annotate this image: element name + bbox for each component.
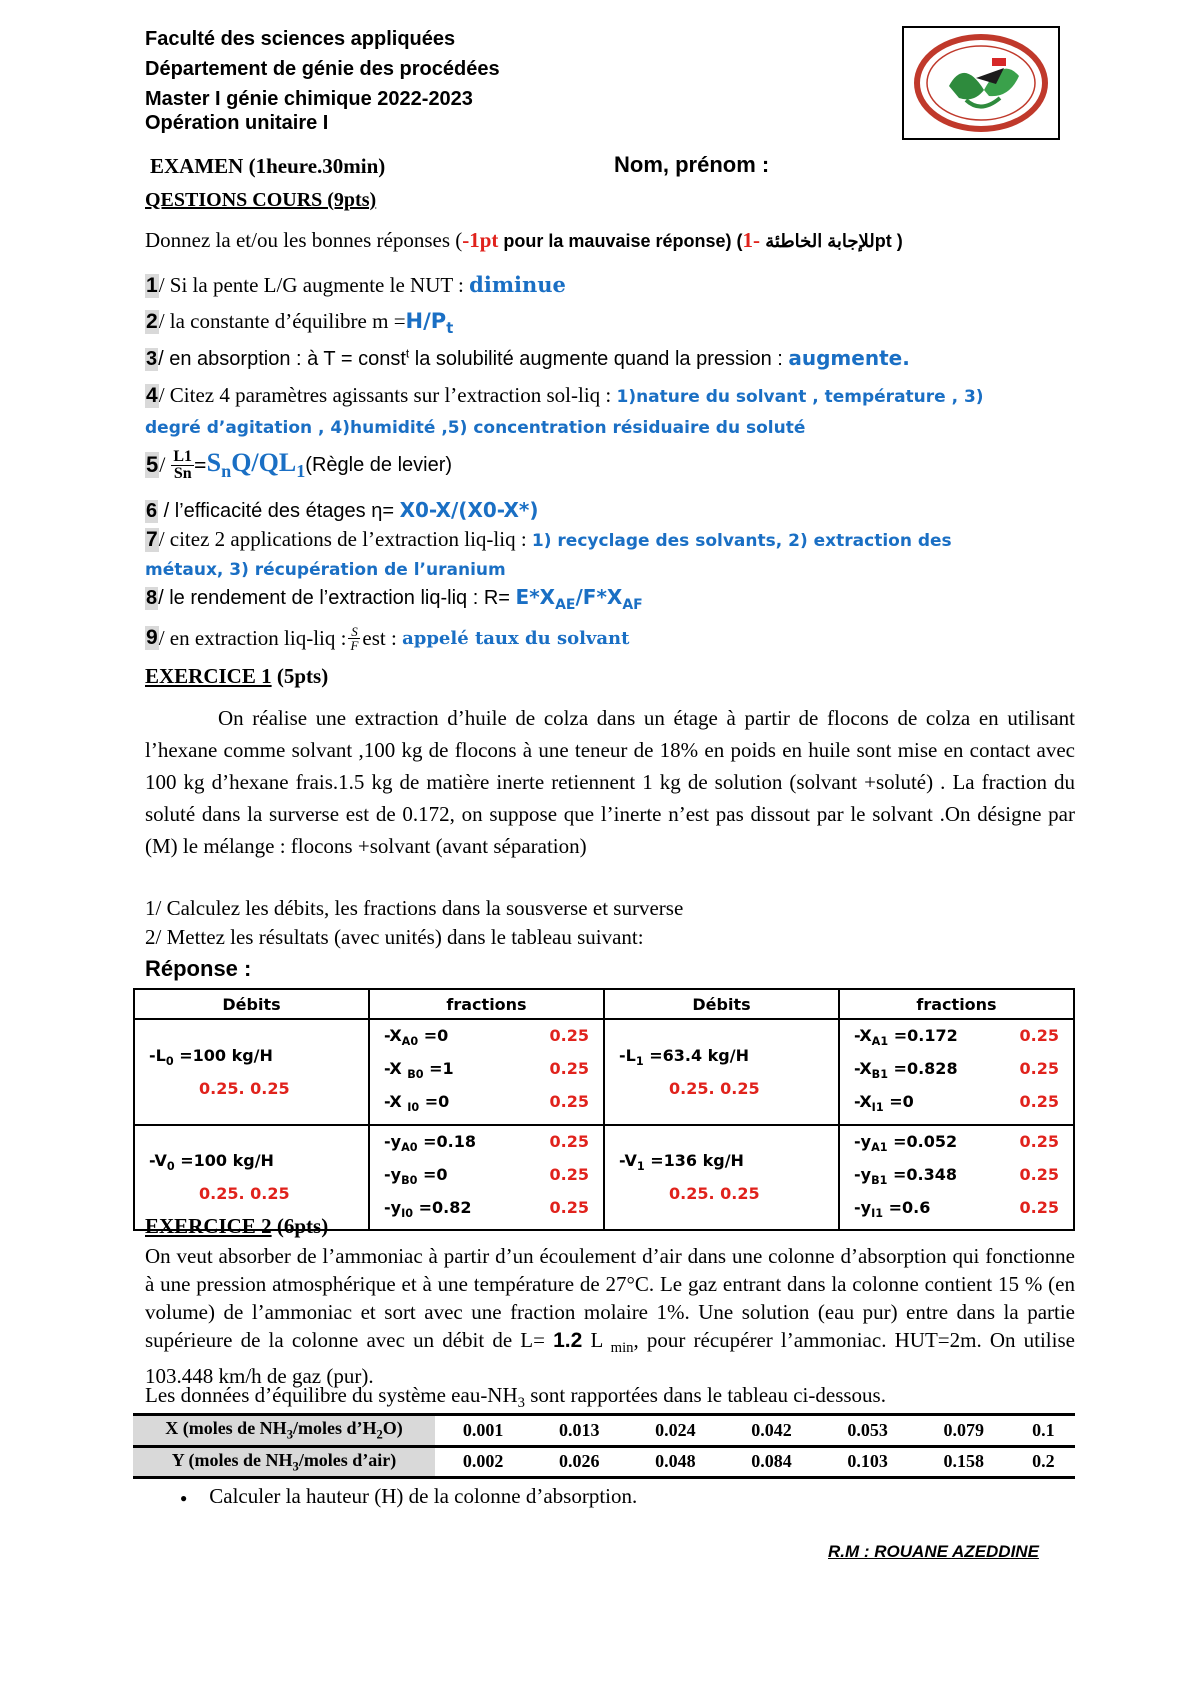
table-row-y: [133, 1446, 1075, 1478]
question-6: 6 / l’efficacité des étages η= X0-X/(X0-X*): [146, 498, 539, 522]
results-table: [133, 988, 1075, 1231]
y-value: 0.103: [820, 1446, 916, 1478]
x-value: 0.053: [820, 1415, 916, 1447]
course-line: Opération unitaire I: [145, 112, 329, 134]
exercise-2-title: EXERCICE 2 (6pts): [145, 1214, 329, 1238]
university-seal-icon: [904, 28, 1058, 138]
exercise-1-paragraph: On réalise une extraction d’huile de colza dans un étage à partir de flocons de colza en utilisant l’hexane comme solvant ,100 kg de flocons à une teneur de 18% en poids en huile sont mise en contact avec 100 kg d’hexane frais.1.5 kg de matière inerte retiennent 1 kg de solution (solvant +soluté) . La fraction du soluté dans la surverse est de 0.172, on suppose que l’inerte n’est pas dissout par le solvant .On désigne par (M) le mélange : flocons +solvant (avant séparation): [145, 706, 1075, 858]
name-label: Nom, prénom :: [614, 152, 770, 177]
question-3: 3/ en absorption : à T = const$^t$ la solubilité augmente quand la pression : augmente.: [146, 346, 910, 370]
x-value: 0.079: [916, 1415, 1012, 1447]
x-value: 0.1: [1012, 1415, 1075, 1447]
question-4-answer-cont: degré d’agitation , 4)humidité ,5) concentration résiduaire du soluté: [145, 418, 806, 438]
y-label: Y (moles de $NH_3$/moles d’air): [133, 1446, 435, 1478]
x-value: 0.042: [723, 1415, 819, 1447]
exercise-2-paragraph: On veut absorber de l’ammoniac à partir d’un écoulement d’air dans une colonne d’absorption qui fonctionne à une pression atmosphérique et à une température de 27°C. Le gaz entrant dans la colonne contient 15 % (en volume) de l’ammoniac et sort avec une fraction molaire 1%. Une solution (eau pur) entre dans la partie supérieure de la colonne avec un débit de L= 1.2 L $_{min}$, pour récupérer l’ammoniac. HUT=2m. On utilise 103.448 km/h de gaz (pur).: [145, 1244, 1075, 1389]
question-7: 7/ citez 2 applications de l’extraction liq-liq : 1) recyclage des solvants, 2) extraction des: [146, 527, 952, 551]
table-row-x: [133, 1415, 1075, 1447]
y-value: 0.158: [916, 1446, 1012, 1478]
question-9: 9 / en extraction liq-liq : $\frac{S}{F}$ est : appelé taux du solvant: [146, 623, 630, 653]
cell-v0: $-V_0 =100$ kg/H 0.25. 0.25: [134, 1125, 369, 1231]
question-8: 8/ le rendement de l’extraction liq-liq : $R= E*X_{AE}/F*X_{AF}$: [146, 585, 643, 613]
header-debits-1: Débits: [134, 989, 369, 1019]
header-debits-2: Débits: [604, 989, 839, 1019]
cell-v1: $-V_1 =136$ kg/H 0.25. 0.25: [604, 1125, 839, 1231]
question-7-answer-cont: métaux, 3) récupération de l’uranium: [145, 560, 506, 580]
question-1: 1/ Si la pente L/G augmente le NUT : diminue: [146, 272, 566, 297]
exercise-1-question-2: 2/ Mettez les résultats (avec unités) dans le tableau suivant:: [145, 925, 644, 949]
y-value: 0.2: [1012, 1446, 1075, 1478]
cell-y1-fractions: $-y_{A1} =0.052$ 0.25 $-y_{B1} =0.348$ 0.25 $-y_{I1} =0.6$ 0.25: [839, 1125, 1074, 1231]
master-line: Master I génie chimique 2022-2023: [145, 88, 473, 110]
question-5: 5 / $\frac{L1}{Sn}$ = $S_nQ/QL_1$ (Règle de levier): [146, 447, 453, 482]
table-header-row: [134, 989, 1074, 1019]
y-value: 0.048: [627, 1446, 723, 1478]
instructions: Donnez la et/ou les bonnes réponses (-1pt pour la mauvaise réponse) (1- للإجابة الخاطئةpt ): [145, 228, 903, 252]
question-2: 2/ la constante d’équilibre $m =H/P_t$: [146, 309, 454, 338]
y-value: 0.002: [435, 1446, 531, 1478]
x-value: 0.024: [627, 1415, 723, 1447]
question-4: 4/ Citez 4 paramètres agissants sur l’extraction sol-liq : 1)nature du solvant , température , 3): [146, 383, 984, 407]
x-label: X (moles de $NH_3$/moles $d’H_2O$): [133, 1415, 435, 1447]
y-value: 0.026: [531, 1446, 627, 1478]
faculty-line: Faculté des sciences appliquées: [145, 28, 456, 50]
cell-x0-fractions: $-X_{A0} =0$ 0.25 -X $_{B0}$ =1 0.25 -X $_{I0}$ =0 0.25: [369, 1019, 604, 1125]
equilibrium-intro: Les données d’équilibre du système eau-$NH_3$ sont rapportées dans le tableau ci-dessous.: [145, 1383, 886, 1412]
cell-l1: $-L_1 =63.4$ kg/H 0.25. 0.25: [604, 1019, 839, 1125]
course-questions-title: QESTIONS COURS (9pts): [145, 189, 377, 211]
department-line: Département de génie des procédées: [145, 58, 500, 80]
cell-x1-fractions: $-X_{A1} =0.172$ 0.25 $-X_{B1} =0.828$ 0.25 $-X_{I1} =0$ 0.25: [839, 1019, 1074, 1125]
equilibrium-table: [133, 1413, 1075, 1479]
exercise-1-title: EXERCICE 1 (5pts): [145, 664, 329, 688]
answer-label: Réponse :: [145, 956, 252, 981]
exam-title: EXAMEN (1heure.30min): [150, 154, 386, 178]
cell-y0-fractions: $-y_{A0} =0.18$ 0.25 $-y_{B0} =0$ 0.25 $-y_{I0} =0.82$ 0.25: [369, 1125, 604, 1231]
author-signature: R.M : ROUANE AZEDDINE: [828, 1542, 1039, 1561]
x-value: 0.013: [531, 1415, 627, 1447]
x-value: 0.001: [435, 1415, 531, 1447]
table-row: [134, 1019, 1074, 1125]
university-logo: [902, 26, 1060, 140]
cell-l0: $-L_0 =100$ kg/H 0.25. 0.25: [134, 1019, 369, 1125]
header-fractions-1: fractions: [369, 989, 604, 1019]
exercise-1-question-1: 1/ Calculez les débits, les fractions dans la sousverse et surverse: [145, 896, 684, 920]
task-bullet: ● Calculer la hauteur (H) de la colonne d’absorption.: [180, 1484, 638, 1508]
bullet-icon: ●: [180, 1490, 188, 1505]
header-fractions-2: fractions: [839, 989, 1074, 1019]
y-value: 0.084: [723, 1446, 819, 1478]
